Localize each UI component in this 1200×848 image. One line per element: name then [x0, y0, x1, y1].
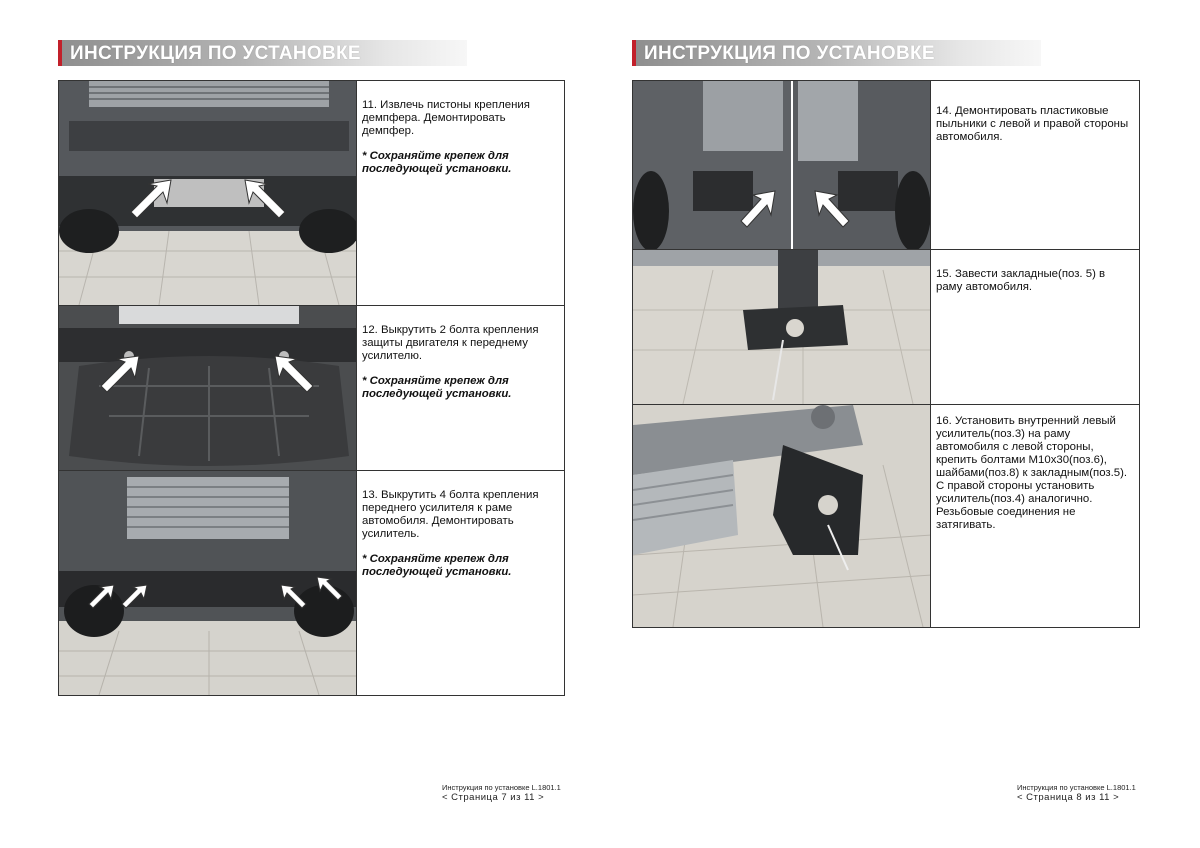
step-text: 14. Демонтировать пластиковые пыльники с левой и правой стороны автомобиля. — [936, 105, 1129, 143]
step-row — [633, 81, 1140, 250]
step-13-photo — [59, 471, 356, 695]
banner-title: ИНСТРУКЦИЯ ПО УСТАНОВКЕ — [70, 43, 361, 64]
step-11-description — [357, 81, 564, 176]
step-row — [59, 306, 565, 471]
step-14-description — [931, 81, 1139, 144]
page-footer — [1017, 783, 1136, 803]
step-note: * Сохраняйте крепеж для последующей установки. — [362, 553, 512, 578]
footer-doc-title: Инструкция по установке L.1801.1 — [1017, 783, 1136, 792]
step-12-description — [357, 306, 564, 401]
step-row — [59, 81, 565, 306]
steps-table — [632, 80, 1140, 628]
step-15-photo — [633, 250, 930, 404]
footer-page-number: < Страница 8 из 11 > — [1017, 792, 1120, 803]
page-footer — [442, 783, 561, 803]
step-12-photo — [59, 306, 356, 470]
footer-page-number: < Страница 7 из 11 > — [442, 792, 545, 803]
step-text: 11. Извлечь пистоны крепления демпфера. Демонтировать демпфер. — [362, 99, 530, 137]
section-banner — [632, 40, 1041, 66]
step-13-description — [357, 471, 564, 579]
steps-table — [58, 80, 565, 696]
step-11-photo — [59, 81, 356, 305]
step-note: * Сохраняйте крепеж для последующей установки. — [362, 375, 512, 400]
step-text: 12. Выкрутить 2 болта крепления защиты двигателя к переднему усилителю. — [362, 324, 539, 362]
step-16-description — [931, 405, 1139, 532]
step-15-description — [931, 250, 1139, 294]
step-row — [633, 405, 1140, 628]
step-14-photo — [633, 81, 930, 249]
footer-doc-title: Инструкция по установке L.1801.1 — [442, 783, 561, 792]
section-banner — [58, 40, 467, 66]
step-row — [59, 471, 565, 696]
step-text: 16. Установить внутренний левый усилитель(поз.3) на раму автомобиля с левой стороны, крепить болтами М10х30(поз.6), шайбами(поз.8) к закладным(поз.5). С правой стороны установить усилитель(поз.4) аналогично. Резьбовые соединения не затягивать. — [936, 415, 1128, 531]
banner-title: ИНСТРУКЦИЯ ПО УСТАНОВКЕ — [644, 43, 935, 64]
page-8 — [600, 0, 1200, 848]
step-row — [633, 250, 1140, 405]
step-note: * Сохраняйте крепеж для последующей установки. — [362, 150, 512, 175]
step-text: 13. Выкрутить 4 болта крепления переднего усилителя к раме автомобиля. Демонтировать усилитель. — [362, 489, 539, 540]
step-text: 15. Завести закладные(поз. 5) в раму автомобиля. — [936, 268, 1106, 293]
step-16-photo — [633, 405, 930, 627]
